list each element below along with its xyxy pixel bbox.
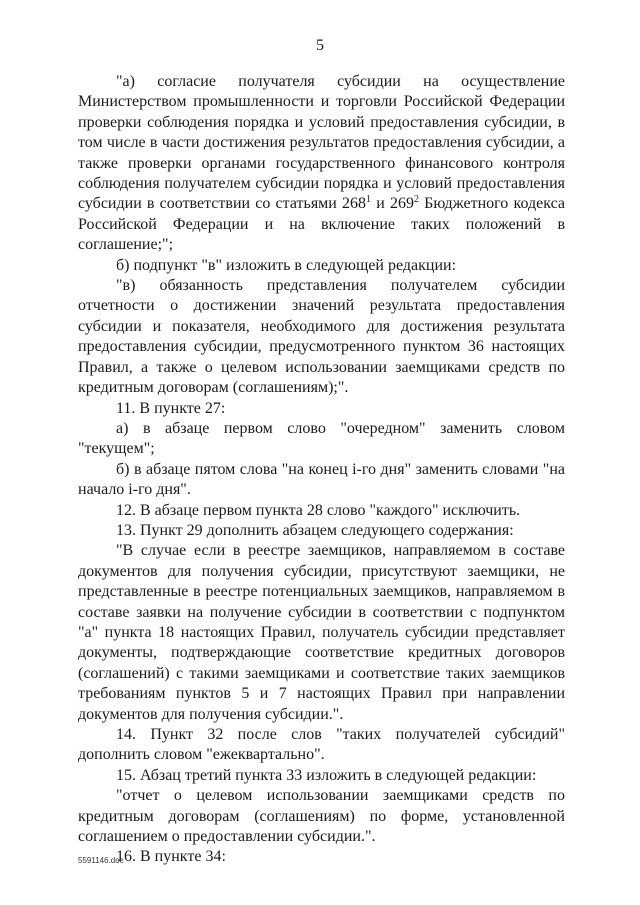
paragraph-1: "а) согласие получателя субсидии на осуществление Министерством промышленности и торговли Российской Федерации проверки соблюдения порядка и условий предоставления субсидии, в том числе в части достижения результатов предоставления субсидии, а также проверки органами государственного финансового контроля соблюдения получателем субсидии порядка и условий предоставления субсидии в соответствии со статьями $268^1$ и $269^2$ Бюджетного кодекса Российской Федерации и на включение таких положений в соглашение;";	[78, 73, 566, 254]
paragraph-5: а) в абзаце первом слово "очередном" заменить словом "текущем";	[78, 419, 565, 458]
paragraph-10: 14. Пункт 32 после слов "таких получателей субсидий" дополнить словом "ежеквартально".	[78, 726, 565, 764]
paragraph-9: "В случае если в реестре заемщиков, направляемом в составе документов для получения субсидии, присутствуют заемщики, не представленные в реестре потенциальных заемщиков, направляемом в составе заявки на получение субсидии в соответствии с подпунктом "а" пункта 18 настоящих Правил, получатель субсидии представляет документы, подтверждающие соответствие кредитных договоров (соглашений) с такими заемщиками и соответствие таких заемщиков требованиям пунктов 5 и 7 настоящих Правил при направлении документов для получения субсидии.".	[78, 542, 565, 723]
paragraph-6: б) в абзаце пятом слова "на конец i-го дня" заменить словами "на начало i-го дня".	[78, 460, 565, 499]
paragraph-11: 15. Абзац третий пункта 33 изложить в следующей редакции:	[116, 766, 537, 784]
paragraph-7: 12. В абзаце первом пункта 28 слово "каждого" исключить.	[116, 501, 521, 519]
paragraph-13: 16. В пункте 34:	[116, 848, 226, 866]
superscript-2: 2	[413, 194, 419, 206]
paragraph-8: 13. Пункт 29 дополнить абзацем следующего содержания:	[116, 521, 514, 539]
paragraph-4: 11. В пункте 27:	[116, 399, 226, 417]
superscript-1: 1	[366, 194, 372, 206]
paragraph-2: б) подпункт "в" изложить в следующей редакции:	[116, 256, 457, 274]
paragraph-3: "в) обязанность представления получателем субсидии отчетности о достижении значений результата предоставления субсидии и показателя, необходимого для достижения результата предоставления субсидии, предусмотренного пунктом 36 настоящих Правил, а также о целевом использовании заемщиками средств по кредитным договорам (соглашениям);".	[78, 277, 565, 397]
footer-file-name: 5591146.doc	[78, 856, 124, 865]
document-body	[78, 72, 565, 868]
page-number: 5	[316, 37, 324, 54]
paragraph-12: "отчет о целевом использовании заемщиками средств по кредитным договорам (соглашениям) по форме, установленной соглашением о предоставлении субсидии.".	[78, 787, 565, 846]
